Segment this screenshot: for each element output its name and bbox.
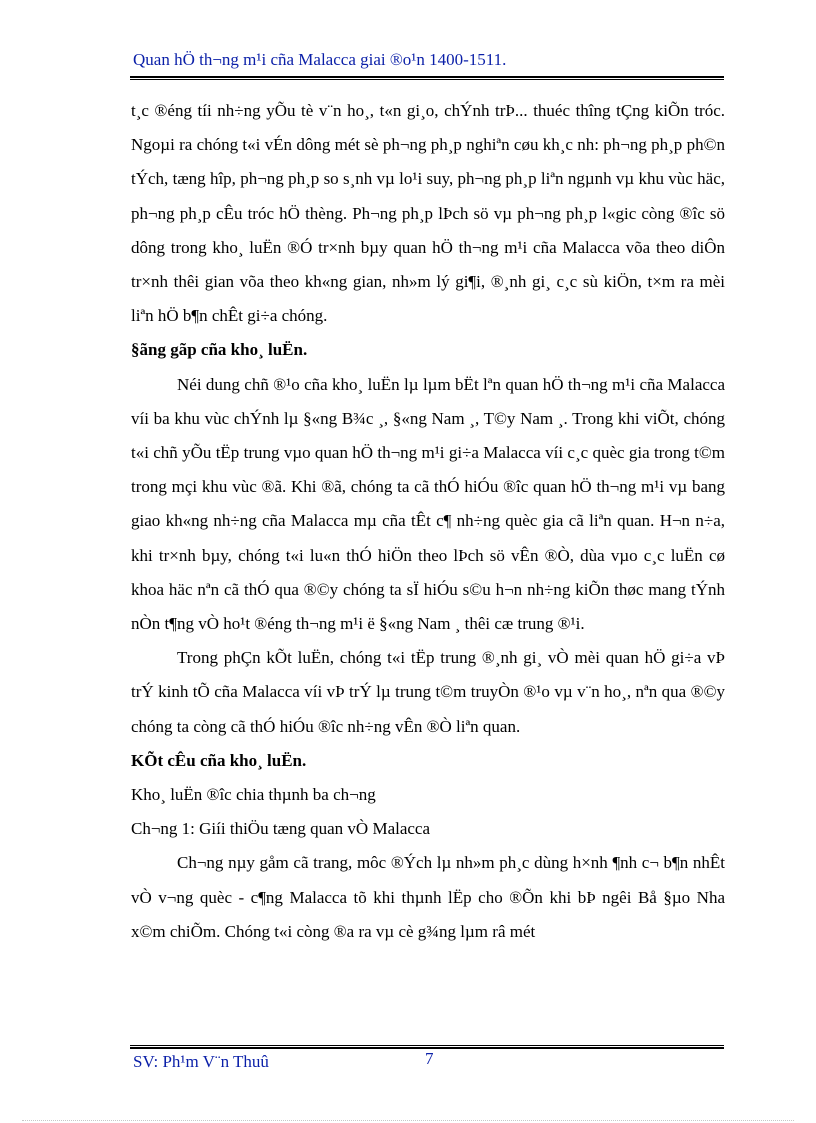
- page-body: [131, 94, 725, 949]
- page-number: 7: [425, 1049, 434, 1068]
- section-heading-contributions: §ãng gãp cña kho¸ luËn.: [131, 340, 308, 360]
- section-heading-structure: KÕt cÊu cña kho¸ luËn.: [131, 750, 307, 770]
- paragraph-chapter-one-title: Ch¬ng 1: Giíi thiÖu tæng quan vÒ Malacca: [131, 819, 431, 839]
- paragraph-method-continued: t¸c ®éng tíi nh÷ng yÕu tè v¨n ho¸, t«n gi¸o, chÝnh trÞ... thuéc thîng tÇng kiÕn tróc. Ngoµi ra chóng t«i vÉn dông mét sè ph¬ng ph¸p nghiªn cøu kh¸c nh: ph¬ng ph¸p ph©n tÝch, tæng hîp, ph¬ng ph¸p so s¸nh vµ lo¹i suy, ph¬ng ph¸p liªn ngµnh vµ khu vùc häc, ph¬ng ph¸p cÊu tróc hÖ thèng. Ph¬ng ph¸p lÞch sö vµ ph¬ng ph¸p l«gic còng ®îc sö dông trong kho¸ luËn ®Ó tr×nh bµy quan hÖ th¬ng m¹i cña Malacca võa theo diÔn tr×nh thêi gian võa theo kh«ng gian, nh»m lý gi¶i, ®¸nh gi¸ c¸c sù kiÖn, t×m ra mèi liªn hÖ b¶n chÊt gi÷a chóng.: [131, 101, 725, 326]
- page-edge-divider: [22, 1120, 794, 1121]
- paragraph-main-content: Néi dung chñ ®¹o cña kho¸ luËn lµ lµm bËt lªn quan hÖ th¬ng m¹i cña Malacca víi ba khu vùc chÝnh lµ §«ng B¾c ¸, §«ng Nam ¸, T©y Nam ¸. Trong khi viÕt, chóng t«i chñ yÕu tËp trung vµo quan hÖ th¬ng m¹i gi÷a Malacca víi c¸c quèc gia trong t©m trong mçi khu vùc ®ã. Khi ®ã, chóng ta cã thÓ hiÓu ®îc quan hÖ th¬ng m¹i vµ bang giao kh«ng nh÷ng cña Malacca mµ cña tÊt c¶ nh÷ng quèc gia cã liªn quan. H¬n n÷a, khi tr×nh bµy, chóng t«i lu«n thÓ hiÖn theo lÞch sö vÊn ®Ò, dùa vµo c¸c luËn cø khoa häc nªn cã thÓ qua ®©y chóng ta sÏ hiÓu s©u h¬n nh÷ng kiÕn thøc mang tÝnh nÒn t¶ng vÒ ho¹t ®éng th¬ng m¹i ë §«ng Nam ¸ thêi cæ trung ®¹i.: [131, 374, 725, 634]
- header-rule: [130, 76, 724, 80]
- paragraph-chapter-one-description: Ch¬ng nµy gåm cã trang, môc ®Ých lµ nh»m ph¸c dùng h×nh ¶nh c¬ b¶n nhÊt vÒ v¬ng quèc - c¶ng Malacca tõ khi thµnh lËp cho ®Õn khi bÞ ngêi Bå §µo Nha x©m chiÕm. Chóng t«i còng ®a ra vµ cè g¾ng lµm râ mét: [131, 853, 725, 941]
- running-header: Quan hÖ th¬ng m¹i cña Malacca giai ®o¹n 1400-1511.: [133, 50, 507, 69]
- footer-student-name: SV: Ph¹m V¨n Thuû: [133, 1052, 269, 1071]
- paragraph-chapter-division: Kho¸ luËn ®îc chia thµnh ba ch¬ng: [131, 785, 376, 805]
- paragraph-conclusion-summary: Trong phÇn kÕt luËn, chóng t«i tËp trung ®¸nh gi¸ vÒ mèi quan hÖ gi÷a vÞ trÝ kinh tÕ cña Malacca víi vÞ trÝ lµ trung t©m truyÒn ®¹o vµ v¨n ho¸, nªn qua ®©y chóng ta còng cã thÓ hiÓu ®îc nh÷ng vÊn ®Ò liªn quan.: [131, 648, 725, 736]
